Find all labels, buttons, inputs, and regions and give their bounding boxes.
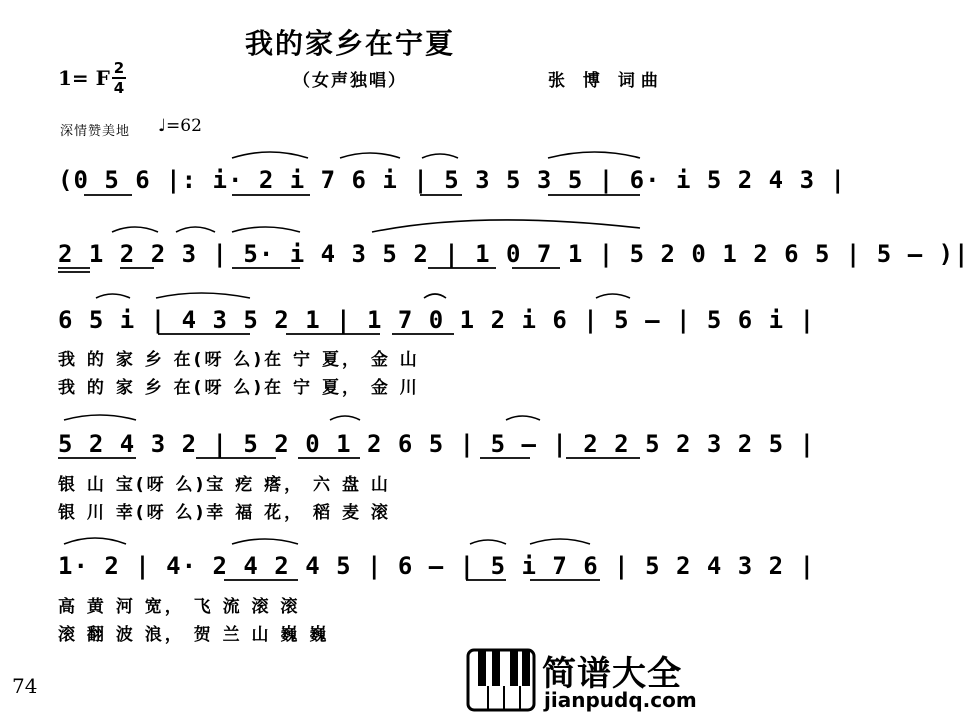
- watermark-url: jianpudq.com: [544, 688, 697, 712]
- watermark-logo: [466, 646, 700, 714]
- score-line-5-lyrics-verse2: 滚 翻 波 浪， 贺 兰 山 巍 巍: [58, 625, 330, 645]
- expression-marking: 深情赞美地: [60, 124, 131, 139]
- score-line-3-lyrics-verse2: 我 的 家 乡 在(呀 么)在 宁 夏， 金 川: [58, 378, 420, 398]
- time-denominator: 4: [113, 79, 125, 97]
- time-numerator: 2: [113, 59, 125, 77]
- key-signature: 1= F: [58, 66, 110, 90]
- score-line-2-notes: 2 1 2 2 3 | 5· i 4 3 5 2 | 1 0 7 1 | 5 2 0 1 2 6 5 | 5 – )|: [58, 240, 970, 268]
- score-line-4-notes: 5 2 4 3 2 | 5 2 0 1 2 6 5 | 5 – | 2 2 5 2 3 2 5 |: [58, 430, 816, 458]
- score-line-1-notes: (0 5 6 |: i· 2 i 7 6 i | 5 3 5 3 5 | 6· i 5 2 4 3 |: [58, 166, 846, 194]
- score-line-4-lyrics-verse1: 银 山 宝(呀 么)宝 疙 瘩， 六 盘 山: [58, 475, 391, 495]
- time-signature: [112, 60, 126, 96]
- author-credit: 张 博 词曲: [548, 71, 664, 91]
- page-number: 74: [12, 674, 38, 698]
- tempo-marking: ♩=62: [158, 116, 202, 136]
- score-line-3-notes: 6 5 i | 4 3 5 2 1 | 1 7 0 1 2 i 6 | 5 – | 5 6 i |: [58, 306, 816, 334]
- piano-keys-icon: [466, 648, 536, 712]
- score-line-4-lyrics-verse2: 银 川 幸(呀 么)幸 福 花， 稻 麦 滚: [58, 503, 391, 523]
- score-line-5-lyrics-verse1: 高 黄 河 宽， 飞 流 滚 滚: [58, 597, 301, 617]
- performance-note: （女声独唱）: [293, 71, 407, 91]
- watermark-name: 简谱大全: [542, 654, 682, 694]
- score-line-5-notes: 1· 2 | 4· 2 4 2 4 5 | 6 – | 5 i 7 6 | 5 2 4 3 2 |: [58, 552, 816, 580]
- song-title: 我的家乡在宁夏: [244, 27, 455, 60]
- score-line-3-lyrics-verse1: 我 的 家 乡 在(呀 么)在 宁 夏， 金 山: [58, 350, 420, 370]
